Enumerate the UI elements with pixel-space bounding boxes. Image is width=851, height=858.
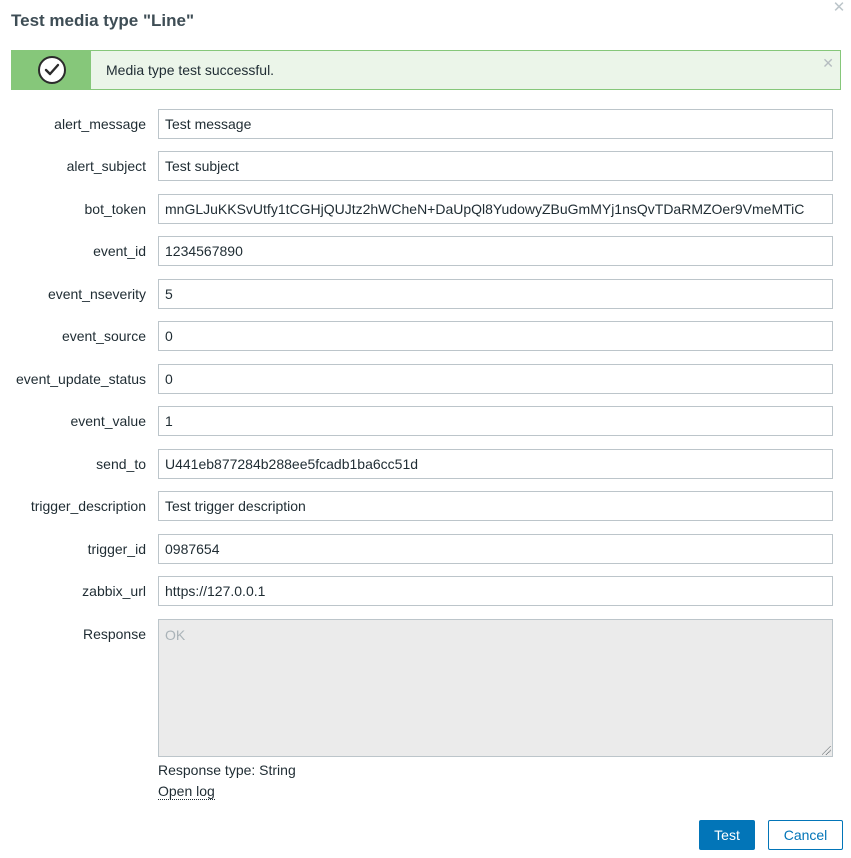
event-update-status-input[interactable]: 0 <box>158 364 833 394</box>
field-label: send_to <box>96 456 146 472</box>
row-event-source <box>0 321 851 351</box>
message-icon-area <box>12 51 91 89</box>
dialog-title: Test media type "Line" <box>11 11 195 30</box>
field-label: trigger_id <box>87 541 146 557</box>
event-id-input[interactable]: 1234567890 <box>158 236 833 266</box>
field-label: zabbix_url <box>82 583 146 599</box>
check-circle-icon <box>38 56 66 84</box>
resize-grip-icon[interactable] <box>822 746 831 755</box>
trigger-id-input[interactable]: 0987654 <box>158 534 833 564</box>
field-label: alert_subject <box>66 158 146 174</box>
event-source-input[interactable]: 0 <box>158 321 833 351</box>
row-alert-message <box>0 109 851 139</box>
test-button[interactable]: Test <box>699 820 755 850</box>
row-send-to <box>0 449 851 479</box>
field-label: event_value <box>70 413 146 429</box>
row-event-value <box>0 406 851 436</box>
field-label: event_id <box>93 243 146 259</box>
row-event-update-status <box>0 364 851 394</box>
zabbix-url-input[interactable]: https://127.0.0.1 <box>158 576 833 606</box>
response-textarea[interactable] <box>158 619 833 757</box>
row-bot-token <box>0 194 851 224</box>
success-message <box>11 50 841 90</box>
response-value: OK <box>165 627 186 643</box>
response-label: Response <box>82 626 146 642</box>
message-close-icon[interactable]: ✕ <box>822 55 834 71</box>
field-label: bot_token <box>84 201 146 217</box>
message-text: Media type test successful. <box>106 62 275 78</box>
field-label: event_nseverity <box>47 286 146 302</box>
cancel-button[interactable]: Cancel <box>768 820 843 850</box>
field-label: event_source <box>61 328 146 344</box>
trigger-description-input[interactable]: Test trigger description <box>158 491 833 521</box>
row-zabbix-url <box>0 576 851 606</box>
row-event-nseverity <box>0 279 851 309</box>
response-type: Response type: String <box>158 762 296 778</box>
row-trigger-description <box>0 491 851 521</box>
field-label: trigger_description <box>30 498 146 514</box>
close-icon[interactable]: ✕ <box>832 0 846 16</box>
row-event-id <box>0 236 851 266</box>
row-trigger-id <box>0 534 851 564</box>
field-label: event_update_status <box>16 371 146 387</box>
row-alert-subject <box>0 151 851 181</box>
alert-message-input[interactable]: Test message <box>158 109 833 139</box>
event-nseverity-input[interactable]: 5 <box>158 279 833 309</box>
event-value-input[interactable]: 1 <box>158 406 833 436</box>
field-label: alert_message <box>54 116 146 132</box>
send-to-input[interactable]: U441eb877284b288ee5fcadb1ba6cc51d <box>158 449 833 479</box>
open-log-link[interactable]: Open log <box>158 783 215 799</box>
alert-subject-input[interactable]: Test subject <box>158 151 833 181</box>
bot-token-input[interactable]: mnGLJuKKSvUtfy1tCGHjQUJtz2hWCheN+DaUpQl8YudowyZBuGmMYj1nsQvTDaRMZOer9VmeMTiC <box>158 194 833 224</box>
